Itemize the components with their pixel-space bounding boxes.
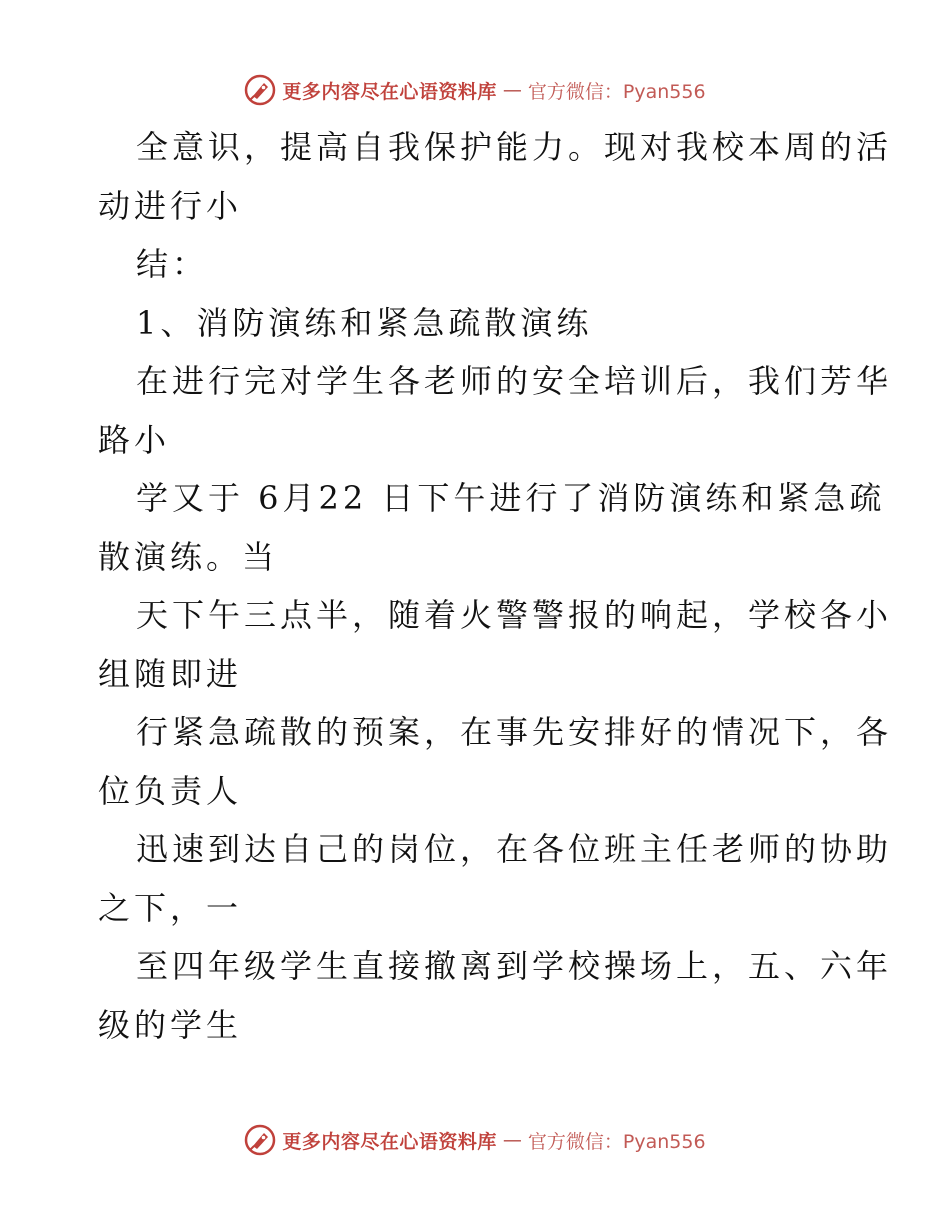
pen-nib-logo-icon — [244, 74, 276, 106]
body-line: 散演练。当 — [98, 537, 279, 576]
body-line: 迅速到达自己的岗位，在各位班主任老师的协助 — [136, 830, 893, 868]
banner-wechat-text: 官方微信：Pyan556 — [527, 80, 706, 103]
header-banner — [0, 70, 950, 110]
body-line: 位负责人 — [98, 771, 243, 810]
section-heading: 1、消防演练和紧急疏散演练 — [136, 303, 593, 342]
banner-dash: — — [502, 79, 522, 101]
body-line: 动进行小 — [98, 186, 243, 225]
body-line: 级的学生 — [98, 1005, 243, 1044]
footer-banner — [0, 1120, 950, 1160]
banner-dash: — — [502, 1129, 522, 1151]
banner-main-text: 更多内容尽在心语资料库 — [282, 1130, 497, 1153]
pen-nib-logo-icon — [244, 1124, 276, 1156]
banner-wechat-text: 官方微信：Pyan556 — [527, 1130, 706, 1153]
document-body — [98, 118, 893, 1054]
body-line: 天下午三点半，随着火警警报的响起，学校各小 — [136, 596, 893, 634]
body-line: 结： — [136, 245, 209, 283]
banner-main-text: 更多内容尽在心语资料库 — [282, 80, 497, 103]
body-line: 之下，一 — [98, 888, 243, 927]
body-line: 行紧急疏散的预案，在事先安排好的情况下，各 — [136, 713, 893, 751]
body-line: 学又于 6月22 日下午进行了消防演练和紧急疏 — [136, 479, 886, 517]
body-line: 路小 — [98, 420, 171, 459]
body-line: 至四年级学生直接撤离到学校操场上，五、六年 — [136, 947, 893, 985]
body-line: 全意识，提高自我保护能力。现对我校本周的活 — [136, 128, 893, 166]
body-line: 在进行完对学生各老师的安全培训后，我们芳华 — [136, 362, 893, 400]
body-line: 组随即进 — [98, 654, 243, 693]
